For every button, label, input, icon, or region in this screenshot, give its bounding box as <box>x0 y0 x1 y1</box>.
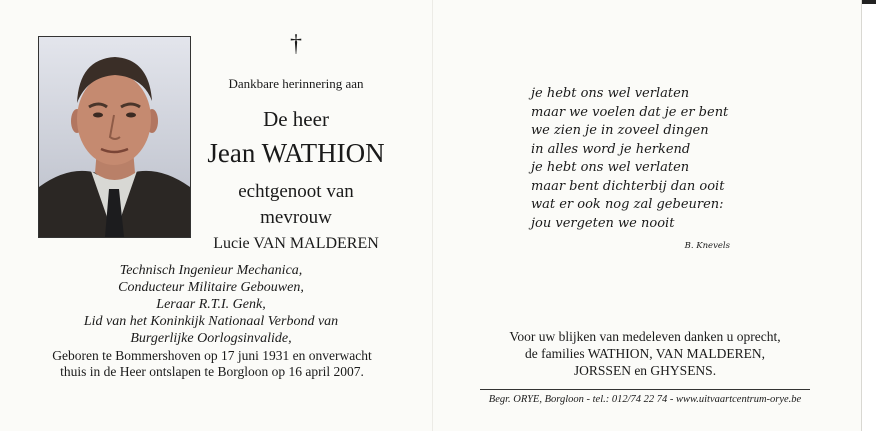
title-line: Technisch Ingenieur Mechanica, <box>119 263 303 278</box>
card-fold-line <box>432 0 433 431</box>
spouse-intro: echtgenoot van <box>238 181 354 202</box>
thanks-line: Voor uw blijken van medeleven danken u oprecht, <box>509 329 781 344</box>
title-line: Burgerlijke Oorlogsinvalide, <box>130 331 292 346</box>
birth-death-text <box>32 348 392 380</box>
poem-line: je hebt ons wel verlaten <box>531 160 690 175</box>
thanks-line: JORSSEN en GHYSENS. <box>573 363 717 378</box>
poem-line: maar we voelen dat je er bent <box>531 104 729 120</box>
title-line: Lid van het Koninkijk Nationaal Verbond van <box>83 314 339 329</box>
title-line: Conducteur Militaire Gebouwen, <box>118 280 304 295</box>
scan-edge-mark <box>862 0 876 4</box>
remembrance-intro: Dankbare herinnering aan <box>228 76 364 91</box>
poem <box>531 85 761 233</box>
poem-line: maar bent dichterbij dan ooit <box>531 178 725 194</box>
poem-line: wat er ook nog zal gebeuren: <box>531 197 724 212</box>
title-line: Leraar R.T.I. Genk, <box>156 297 266 312</box>
poem-line: we zien je in zoveel dingen <box>531 123 709 138</box>
portrait-photo <box>38 36 191 238</box>
spouse-title: mevrouw <box>260 207 332 228</box>
birth-line: Geboren te Bommershoven op 17 juni 1931 en onverwacht <box>52 348 372 363</box>
footer-divider <box>480 389 810 390</box>
poem-line: jou vergeten we nooit <box>531 215 675 231</box>
thanks-text <box>480 328 810 379</box>
spouse-name: Lucie VAN MALDEREN <box>213 235 379 252</box>
cross-symbol: † <box>290 31 302 57</box>
deceased-name: Jean WATHION <box>207 138 385 168</box>
death-line: thuis in de Heer ontslapen te Borgloon op 16 april 2007. <box>60 364 364 379</box>
scan-edge <box>862 0 876 431</box>
poem-line: je hebt ons wel verlaten <box>531 86 690 101</box>
poem-author: B. Knevels <box>684 241 730 251</box>
poem-line: in alles word je herkend <box>531 141 691 157</box>
thanks-line: de families WATHION, VAN MALDEREN, <box>525 346 765 361</box>
professional-titles <box>30 262 392 347</box>
salutation: De heer <box>263 107 329 131</box>
funeral-home-footer: Begr. ORYE, Borgloon - tel.: 012/74 22 74 - www.uitvaartcentrum-orye.be <box>488 394 802 405</box>
